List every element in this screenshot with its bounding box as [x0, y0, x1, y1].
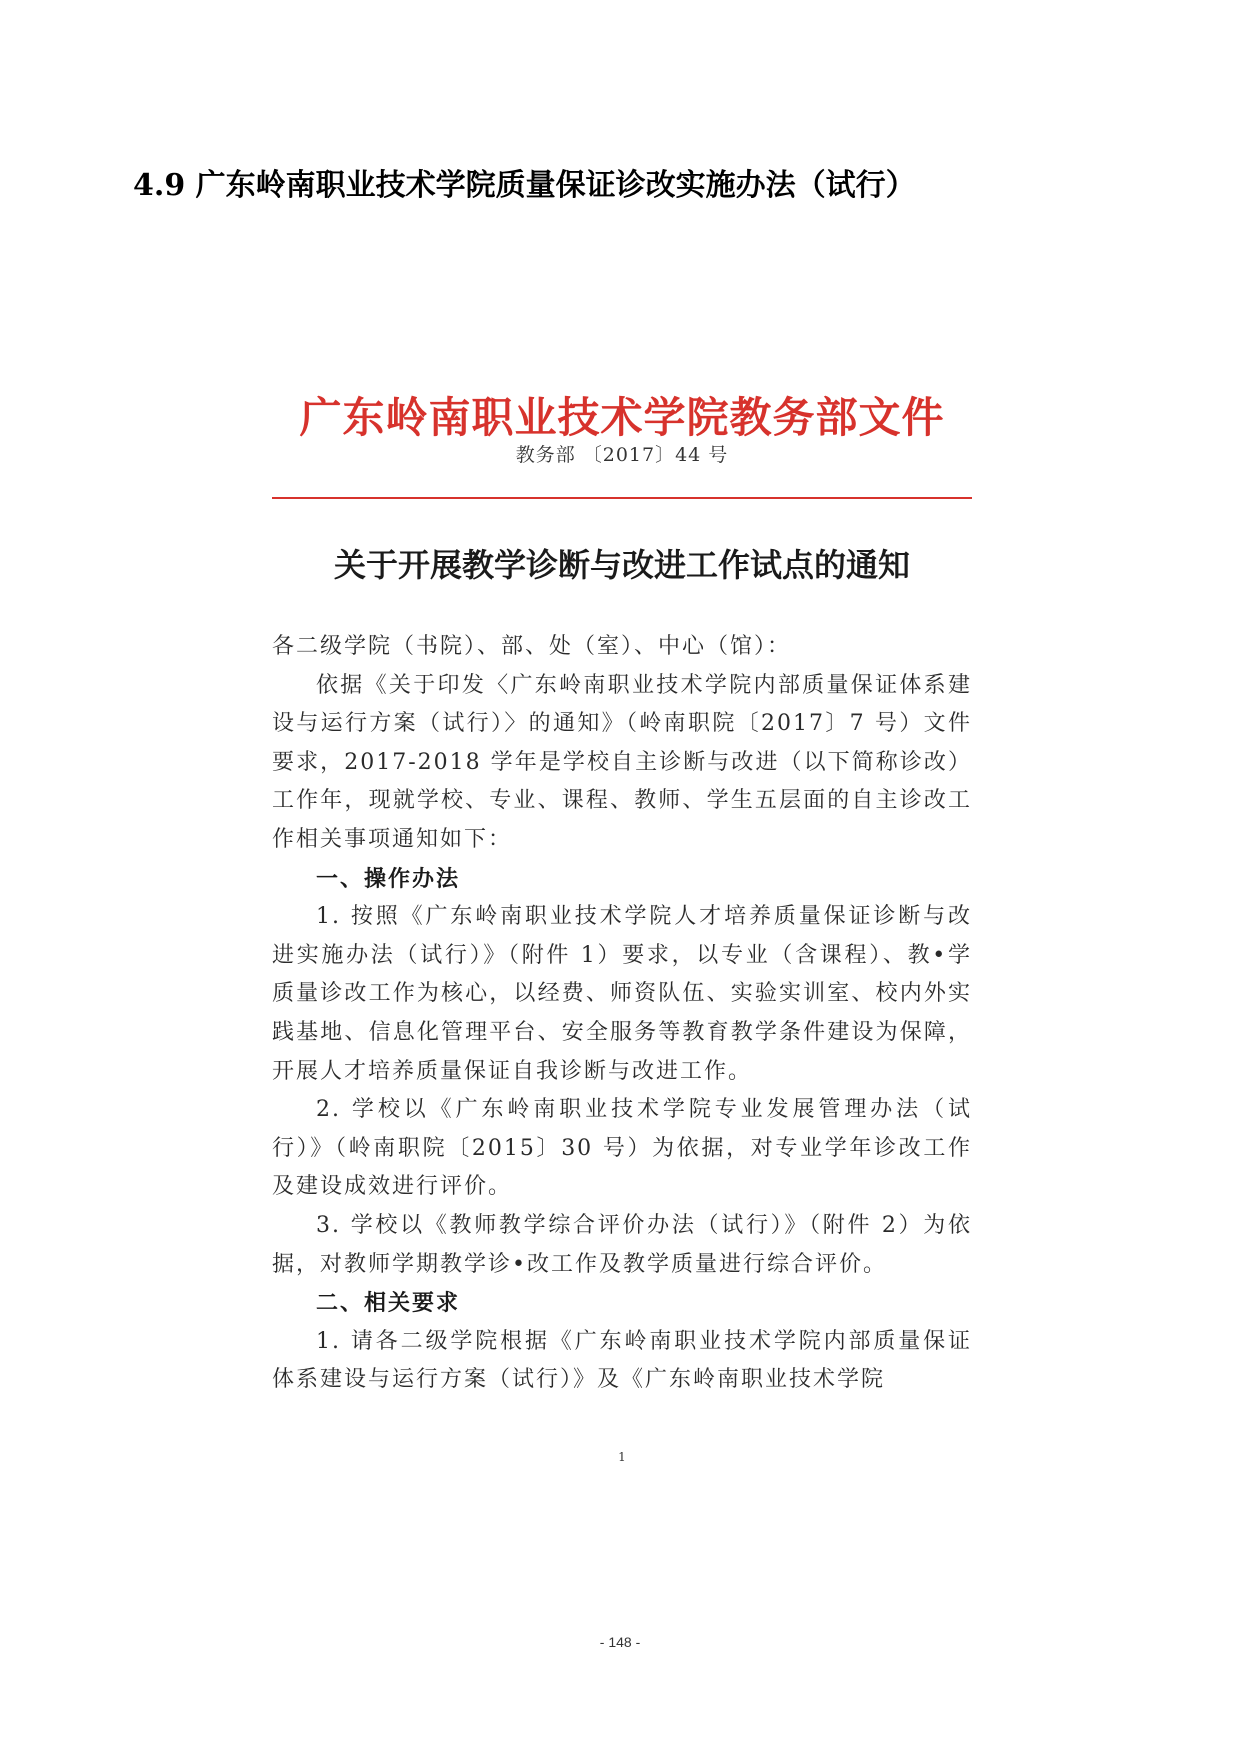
section-heading: 一、操作办法 — [316, 865, 461, 892]
page-number: - 148 - — [599, 1634, 641, 1650]
section-heading: 二、相关要求 — [316, 1290, 461, 1317]
body-paragraph: 3. 学校以《教师教学综合评价办法（试行）》（附件 2）为依据，对教师学期教学诊•改工作及教学质量进行综合评价。 — [272, 1212, 972, 1277]
scanned-document — [272, 360, 972, 1480]
red-divider-line — [272, 497, 972, 499]
body-paragraph: 1. 按照《广东岭南职业技术学院人才培养质量保证诊断与改进实施办法（试行）》（附件 1）要求，以专业（含课程）、教•学质量诊改工作为核心，以经费、师资队伍、实验实训室、校内外实践基地、信息化管理平台、安全服务等教育教学条件建设为保障，开展人才培养质量保证自我诊断与改进工作。 — [272, 904, 972, 1084]
body-paragraph: 1. 请各二级学院根据《广东岭南职业技术学院内部质量保证体系建设与运行方案（试行）》及《广东岭南职业技术学院 — [272, 1328, 972, 1393]
notice-body — [272, 628, 972, 1400]
document-number: 教务部 〔2017〕44 号 — [515, 444, 729, 466]
body-paragraph: 2. 学校以《广东岭南职业技术学院专业发展管理办法（试行）》（岭南职院〔2015〕30 号）为依据，对专业学年诊改工作及建设成效进行评价。 — [272, 1097, 972, 1200]
notice-title: 关于开展教学诊断与改进工作试点的通知 — [333, 546, 910, 584]
inner-page-number: 1 — [618, 1450, 626, 1464]
salutation: 各二级学院（书院）、部、处（室）、中心（馆）： — [272, 634, 792, 659]
body-paragraph: 依据《关于印发〈广东岭南职业技术学院内部质量保证体系建设与运行方案（试行）〉的通知》（岭南职院〔2017〕7 号）文件要求，2017-2018 学年是学校自主诊断与改进（以下简称诊改）工作年，现就学校、专业、课程、教师、学生五层面的自主诊改工作相关事项通知如下： — [272, 672, 972, 852]
issuer-title: 广东岭南职业技术学院教务部文件 — [299, 393, 945, 442]
page-heading: 4.9 广东岭南职业技术学院质量保证诊改实施办法（试行） — [133, 168, 916, 203]
